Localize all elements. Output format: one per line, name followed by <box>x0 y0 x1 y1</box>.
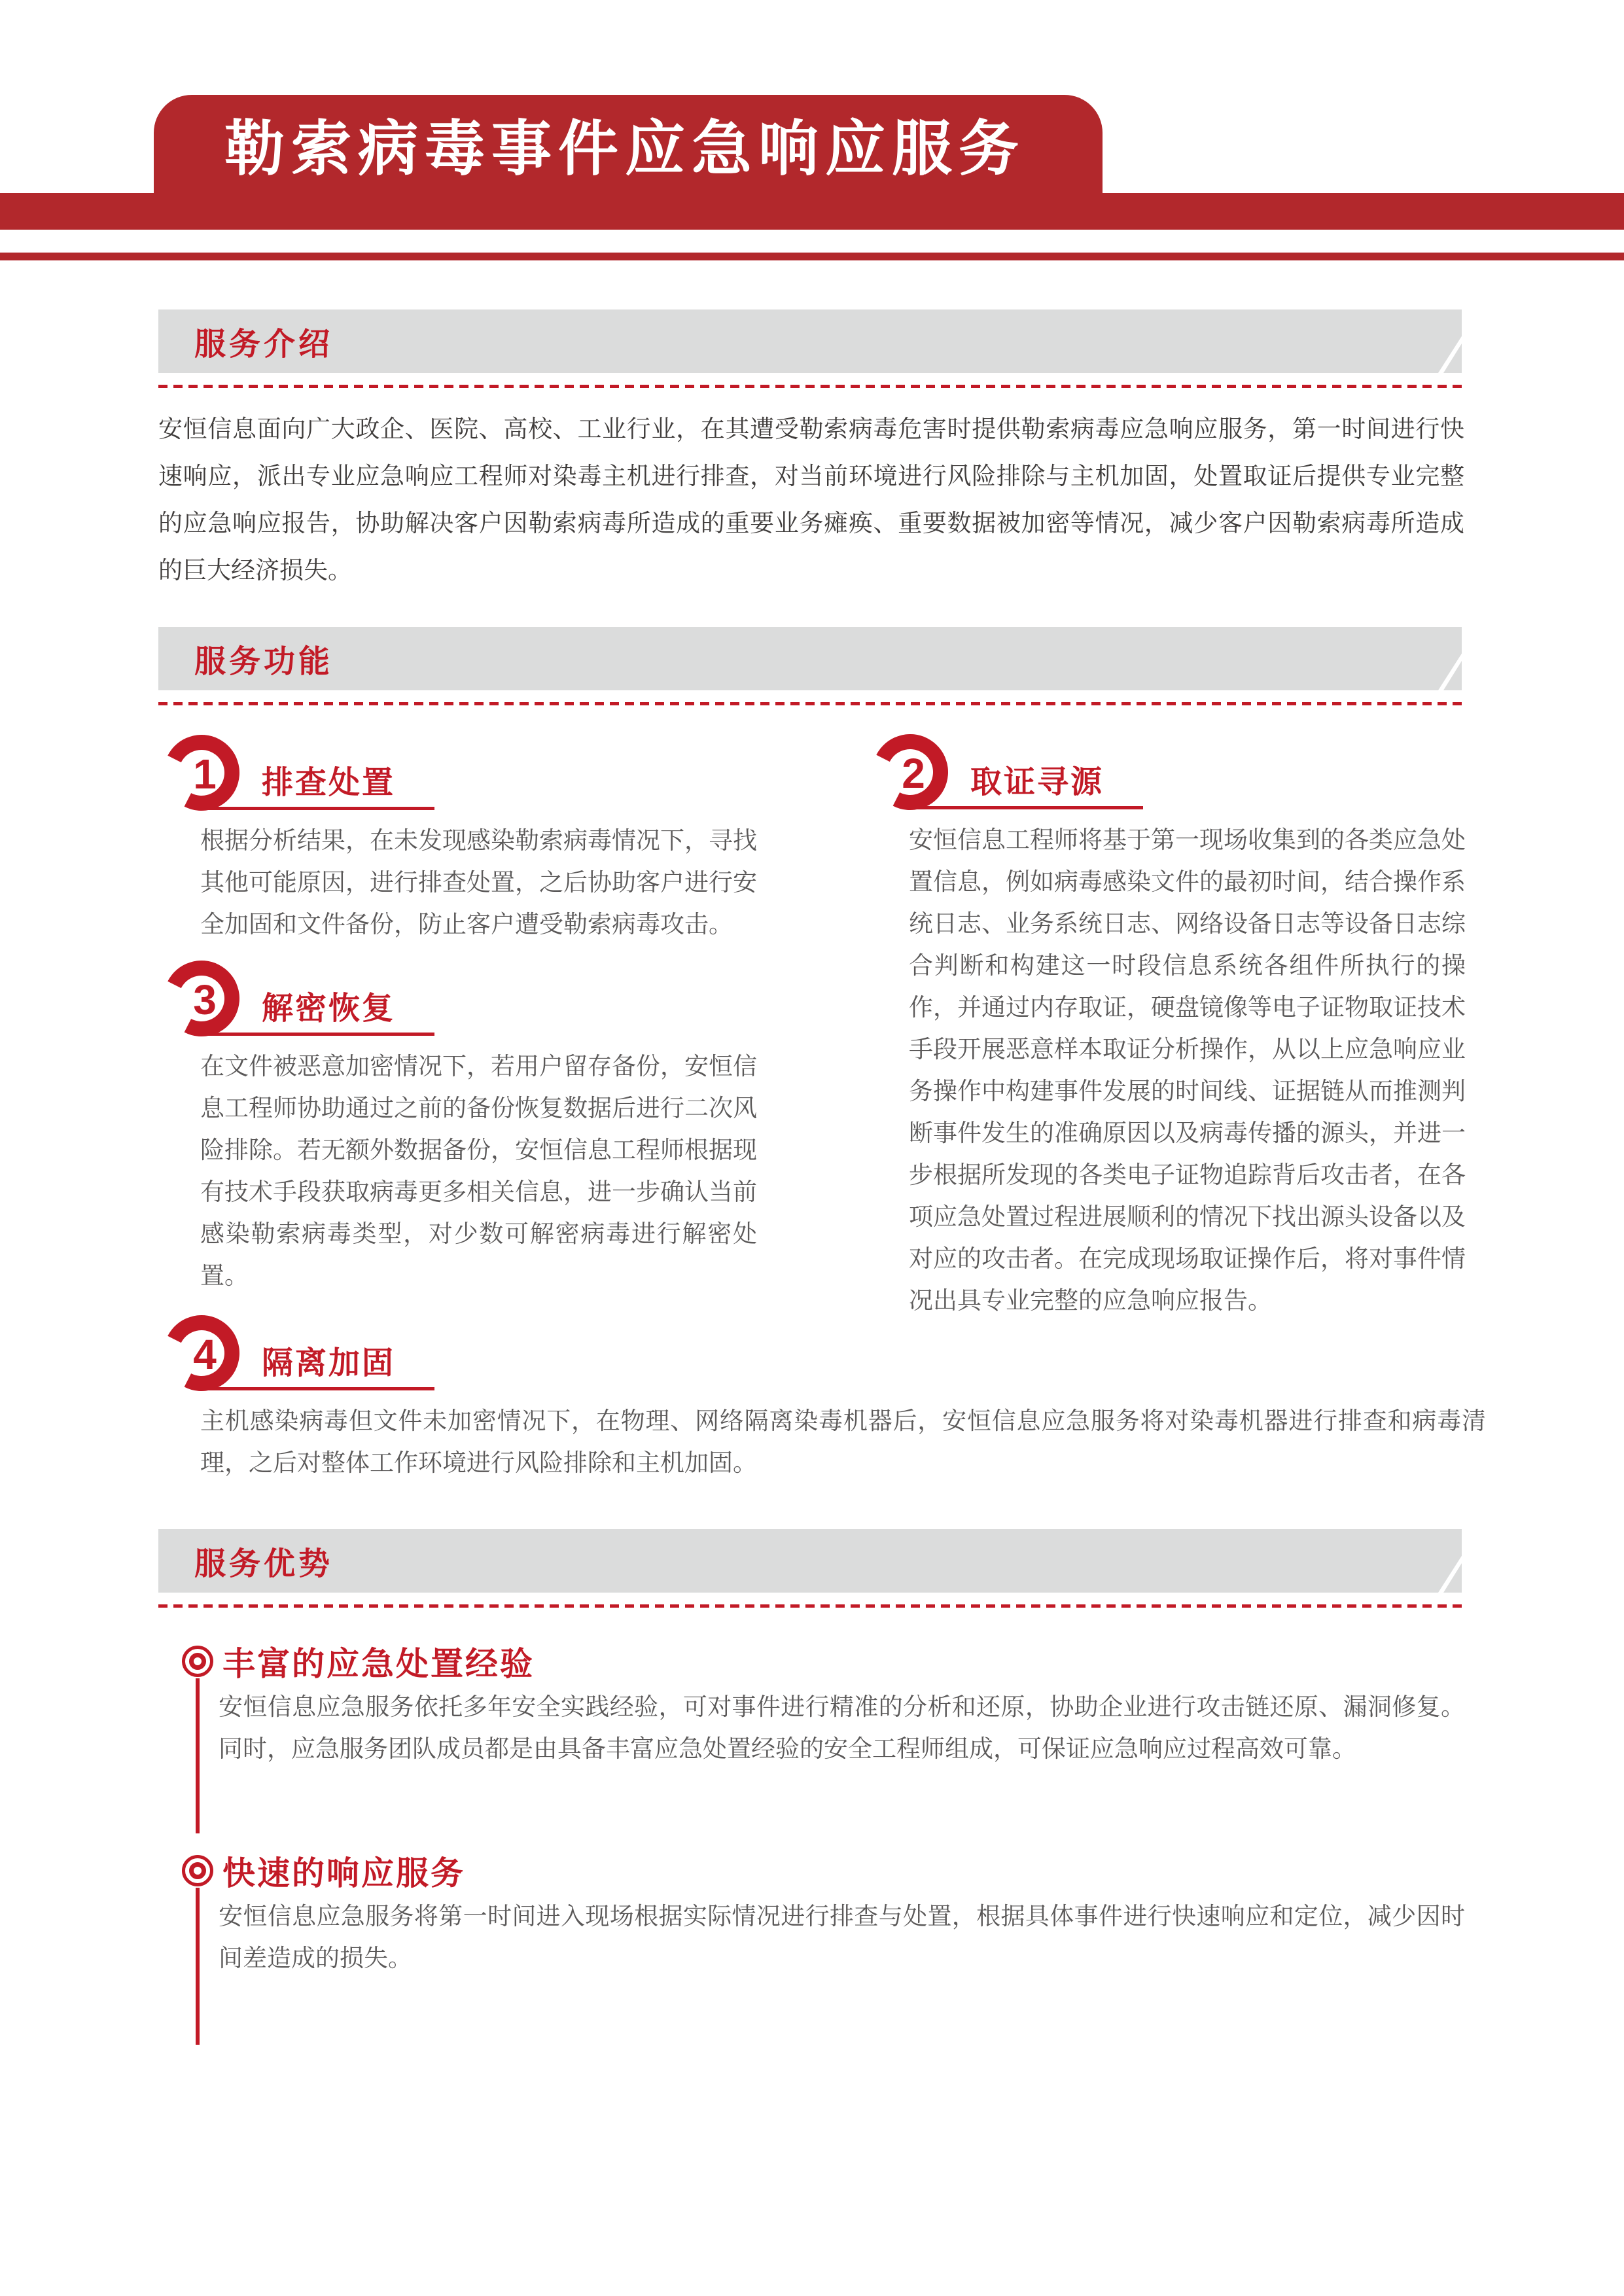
item-number: 2 <box>902 750 925 797</box>
section-banner-functions <box>158 627 1462 690</box>
vertical-accent-line <box>196 1888 200 2045</box>
vertical-accent-line <box>196 1678 200 1833</box>
item-underline <box>906 806 1143 809</box>
banner-background <box>158 1529 1462 1593</box>
header-red-stripe <box>0 253 1624 260</box>
item-body: 在文件被恶意加密情况下，若用户留存备份，安恒信息工程师协助通过之前的备份恢复数据后进行二次风险排除。若无额外数据备份，安恒信息工程师根据现有技术手段获取病毒更多相关信息，进一步确认当前感染勒索病毒类型，对少数可解密病毒进行解密处置。 <box>200 1053 757 1289</box>
item-body: 主机感染病毒但文件未加密情况下，在物理、网络隔离染毒机器后，安恒信息应急服务将对染毒机器进行排查和病毒清理，之后对整体工作环境进行风险排除和主机加固。 <box>200 1407 1486 1476</box>
item-title: 取证寻源 <box>970 765 1104 800</box>
dashed-separator <box>158 385 1466 388</box>
item-underline <box>198 1387 434 1390</box>
item-body: 安恒信息工程师将基于第一现场收集到的各类应急处置信息，例如病毒感染文件的最初时间，结合操作系统日志、业务系统日志、网络设备日志等设备日志综合判断和构建这一时段信息系统各组件所执行的操作，并通过内存取证，硬盘镜像等电子证物取证技术手段开展恶意样本取证分析操作，从以上应急响应业务操作中构建事件发展的时间线、证据链从而推测判断事件发生的准确原因以及病毒传播的源头，并进一步根据所发现的各类电子证物追踪背后攻击者，在各项应急处置过程进展顺利的情况下找出源头设备以及对应的攻击者。在完成现场取证操作后，将对事件情况出具专业完整的应急响应报告。 <box>909 826 1466 1314</box>
advantage-header <box>182 1638 535 1685</box>
dashed-separator <box>158 702 1466 705</box>
advantage-header <box>182 1847 465 1894</box>
section-banner-intro <box>158 309 1462 373</box>
section-heading-functions: 服务功能 <box>194 645 334 679</box>
section-banner-advantages <box>158 1529 1462 1593</box>
item-title: 排查处置 <box>262 766 396 800</box>
page-title: 勒索病毒事件应急响应服务 <box>224 116 1026 183</box>
target-circle-icon <box>182 1646 213 1677</box>
target-circle-icon <box>182 1855 213 1886</box>
section-heading-intro: 服务介绍 <box>194 327 334 362</box>
item-underline <box>198 1033 434 1036</box>
advantage-item-2 <box>182 1847 1465 1971</box>
item-underline <box>198 807 434 810</box>
banner-background <box>158 627 1462 690</box>
advantage-title: 丰富的应急处置经验 <box>222 1646 535 1682</box>
advantage-title: 快速的响应服务 <box>222 1855 465 1892</box>
advantage-body: 安恒信息应急服务依托多年安全实践经验，可对事件进行精准的分析和还原，协助企业进行攻击链还原、漏洞修复。同时，应急服务团队成员都是由具备丰富应急处置经验的安全工程师组成，可保证应急响应过程高效可靠。 <box>219 1693 1465 1762</box>
item-number: 1 <box>193 751 217 798</box>
item-body: 根据分析结果，在未发现感染勒索病毒情况下，寻找其他可能原因，进行排查处置，之后协助客户进行安全加固和文件备份，防止客户遭受勒索病毒攻击。 <box>200 827 757 938</box>
item-title: 解密恢复 <box>262 991 396 1026</box>
header-red-band <box>0 193 1624 230</box>
item-number: 4 <box>193 1331 217 1378</box>
intro-paragraph: 安恒信息面向广大政企、医院、高校、工业行业，在其遭受勒索病毒危害时提供勒索病毒应急响应服务，第一时间进行快速响应，派出专业应急响应工程师对染毒主机进行排查，对当前环境进行风险排除与主机加固，处置取证后提供专业完整的应急响应报告，协助解决客户因勒索病毒所造成的重要业务瘫痪、重要数据被加密等情况，减少客户因勒索病毒所造成的巨大经济损失。 <box>158 415 1464 584</box>
advantage-item-1 <box>182 1638 1465 1762</box>
dashed-separator <box>158 1604 1466 1608</box>
advantage-body: 安恒信息应急服务将第一时间进入现场根据实际情况进行排查与处置，根据具体事件进行快速响应和定位，减少因时间差造成的损失。 <box>219 1903 1465 1971</box>
item-number: 3 <box>193 976 217 1023</box>
banner-background <box>158 309 1462 373</box>
header-red-tab <box>154 95 1103 193</box>
section-heading-advantages: 服务优势 <box>194 1547 334 1581</box>
item-title: 隔离加固 <box>262 1346 396 1381</box>
